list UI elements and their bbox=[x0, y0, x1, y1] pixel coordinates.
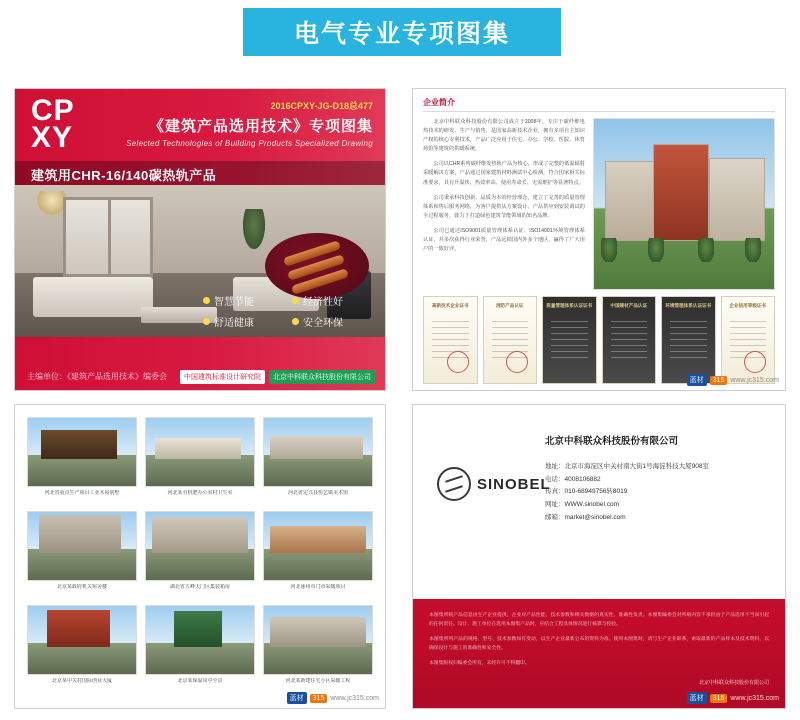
photo-ground bbox=[264, 455, 372, 486]
certificate-item bbox=[423, 296, 478, 384]
case-item bbox=[263, 511, 373, 597]
cover-header bbox=[15, 89, 385, 185]
intro-paragraph: 公司秉承科技创新、品质为本的经营理念，建立了完善的质量管理体系和售后服务网络，为客户提供从方案设计、产品供应到安装调试的全过程服务，致力于打造绿色建筑节能领域的知名品牌。 bbox=[423, 194, 585, 219]
intro-building-photo bbox=[593, 118, 775, 290]
certificate-item bbox=[542, 296, 597, 384]
contact-top bbox=[413, 405, 785, 601]
certificate-item bbox=[661, 296, 716, 384]
photo-building bbox=[39, 515, 121, 553]
case-photo bbox=[27, 511, 137, 581]
intro-body bbox=[413, 114, 785, 290]
contact-fax-row bbox=[545, 486, 769, 499]
certificate-title: 企业信用等级证书 bbox=[729, 303, 767, 308]
mail-label: 邮箱： bbox=[545, 513, 565, 521]
seal-icon bbox=[447, 351, 469, 373]
watermark-site: www.jc315.com bbox=[730, 376, 779, 384]
photo-ground bbox=[146, 549, 254, 580]
watermark-number: 315 bbox=[710, 694, 728, 703]
tree-icon bbox=[601, 238, 617, 262]
photo-ground bbox=[264, 549, 372, 580]
cover-code: 2016CPXY-JG-D18总477 bbox=[270, 101, 373, 111]
bullet-icon bbox=[203, 318, 210, 325]
certificate-title: 消防产品认证 bbox=[495, 303, 524, 308]
watermark-brand: 蓝材 bbox=[687, 374, 707, 386]
case-item bbox=[263, 417, 373, 503]
photo-sofa bbox=[33, 277, 153, 317]
photo-ground bbox=[28, 643, 136, 674]
photo-building bbox=[47, 610, 110, 647]
feature-item bbox=[292, 293, 371, 308]
certificate-item bbox=[483, 296, 538, 384]
feature-item bbox=[203, 314, 282, 329]
feature-label: 经济性好 bbox=[303, 297, 343, 308]
contact-details bbox=[545, 461, 769, 524]
cover-editor-label: 主编单位：《建筑产品选用技术》编委会 bbox=[27, 372, 167, 381]
case-photo bbox=[27, 605, 137, 675]
seal-icon bbox=[744, 351, 766, 373]
sinobel-wordmark: SINOBEL bbox=[477, 475, 551, 493]
case-photo bbox=[145, 605, 255, 675]
company-name: 北京中科联众科技股份有限公司 bbox=[545, 436, 679, 447]
certificate-body bbox=[551, 321, 588, 361]
cover-sub-title: Selected Technologies of Building Products Specialized Drawing bbox=[126, 139, 373, 148]
certificate-title: 高新技术企业证书 bbox=[431, 303, 469, 308]
panel-contact bbox=[412, 404, 786, 709]
case-item bbox=[263, 605, 373, 691]
case-photo bbox=[145, 511, 255, 581]
photo-building bbox=[41, 430, 117, 459]
publisher-badge-company: 北京中科联众科技股份有限公司 bbox=[269, 370, 375, 384]
certificate-body bbox=[611, 321, 648, 361]
certificate-item bbox=[721, 296, 776, 384]
photo-building bbox=[152, 517, 247, 552]
case-caption: 河北某新建住宅小区采暖工程 bbox=[285, 678, 351, 684]
case-caption: 河北省定兴县恒艺镇美术馆 bbox=[287, 490, 348, 496]
watermark-number: 315 bbox=[310, 694, 328, 703]
cover-product-name: 建筑用CHR-16/140碳热轨产品 bbox=[31, 168, 217, 183]
disclaimer-paragraph: 本图集所列产品的规格、型号、技术参数如有变动，以生产企业最新公布的资料为准。使用本图集时，请与生产企业联系，索取最新的产品样本及技术资料，以确保设计与施工的准确性和安全性。 bbox=[429, 637, 769, 652]
disclaimer-signature: 北京中科联众科技股份有限公司 bbox=[698, 679, 769, 686]
feature-label: 智慧节能 bbox=[214, 297, 254, 308]
watermark-site: www.jc315.com bbox=[730, 694, 779, 702]
photo-ground bbox=[264, 643, 372, 674]
plant-icon bbox=[243, 209, 265, 249]
watermark-brand: 蓝材 bbox=[287, 692, 307, 704]
certificate-title: 环境管理体系认证证书 bbox=[665, 303, 712, 308]
phone-label: 电话： bbox=[545, 475, 565, 483]
watermark-number: 315 bbox=[710, 376, 728, 385]
certificate-title: 中国建材产品认证 bbox=[610, 303, 648, 308]
case-photo bbox=[263, 417, 373, 487]
sinobel-logo bbox=[437, 467, 551, 501]
photo-building bbox=[270, 617, 365, 647]
case-item bbox=[27, 605, 137, 691]
intro-paragraph: 公司以CHR系列碳纤维发热轨产品为核心，形成了完整的低温辐射采暖解决方案，产品通过国家建筑材料测试中心检测，符合国家相关标准要求，具有升温快、热效率高、使用寿命长、无需维护等显著特点。 bbox=[423, 161, 585, 186]
photo-ground bbox=[146, 643, 254, 674]
case-caption: 河北某有机肥办公室村卫生室 bbox=[167, 490, 233, 496]
cover-editor-note bbox=[27, 371, 167, 382]
disclaimer-paragraph: 本图集版权归编委会所有，未经许可不得翻印。 bbox=[429, 661, 530, 667]
case-item bbox=[145, 511, 255, 597]
contact-address-row bbox=[545, 461, 769, 474]
tree-icon bbox=[745, 238, 761, 262]
intro-section-title: 企业简介 bbox=[423, 97, 775, 112]
case-caption: 湖北省五峰天门区集装箱房 bbox=[169, 584, 230, 590]
contact-mail-row bbox=[545, 512, 769, 525]
photo-building bbox=[155, 438, 241, 458]
feature-item bbox=[203, 293, 282, 308]
watermark bbox=[687, 692, 779, 704]
case-caption: 北京某保温岗亭全景 bbox=[177, 678, 223, 684]
certificate-body bbox=[670, 321, 707, 361]
feature-item bbox=[292, 314, 371, 329]
building-left bbox=[605, 161, 654, 241]
case-caption: 河北涿州市门市采暖项目 bbox=[290, 584, 346, 590]
case-caption: 北京某政府机关宿舍楼 bbox=[56, 584, 107, 590]
page-title-banner bbox=[243, 8, 561, 56]
case-photo bbox=[145, 417, 255, 487]
watermark-site: www.jc315.com bbox=[330, 694, 379, 702]
watermark bbox=[687, 374, 779, 386]
case-photo bbox=[27, 417, 137, 487]
case-caption: 北京某中关村国际创业大厦 bbox=[51, 678, 112, 684]
certificate-title: 质量管理体系认证证书 bbox=[546, 303, 593, 308]
contact-web-row bbox=[545, 499, 769, 512]
fax-value: 010-68949756转8019 bbox=[564, 488, 628, 496]
case-photo bbox=[263, 511, 373, 581]
mail-value[interactable]: market@sinobel.com bbox=[564, 513, 626, 521]
address-value: 北京市海淀区中关村南大街1号海淀科技大厦908室 bbox=[564, 463, 709, 470]
photo-ground bbox=[146, 455, 254, 486]
photo-building bbox=[270, 526, 365, 553]
watermark-brand: 蓝材 bbox=[687, 692, 707, 704]
contact-phone-row bbox=[545, 474, 769, 487]
page-title: 电气专业专项图集 bbox=[293, 19, 510, 48]
phone-value: 4008106882 bbox=[564, 475, 601, 483]
cover-main-title: 《建筑产品选用技术》专项图集 bbox=[148, 118, 373, 135]
watermark bbox=[287, 692, 379, 704]
bullet-icon bbox=[292, 318, 299, 325]
case-item bbox=[27, 417, 137, 503]
case-item bbox=[27, 511, 137, 597]
seal-icon bbox=[506, 351, 528, 373]
case-photo-grid bbox=[15, 405, 385, 691]
sinobel-mark-icon bbox=[437, 467, 471, 501]
building-center bbox=[653, 144, 709, 241]
intro-text-block bbox=[423, 118, 585, 290]
address-label: 地址： bbox=[545, 463, 565, 470]
certificate-item bbox=[602, 296, 657, 384]
bullet-icon bbox=[203, 297, 210, 304]
feature-label: 舒适健康 bbox=[214, 318, 254, 329]
case-photo bbox=[263, 605, 373, 675]
cover-feature-list bbox=[203, 293, 371, 329]
fax-label: 传真： bbox=[545, 488, 565, 496]
disclaimer-paragraph: 本图集所载产品信息由生产企业提供，企业对产品性能、技术参数和相关数据的真实性、准确性负责。本图集编委会对所载内容不承担由于产品选用不当而引起的任何责任。设计、施工单位在选用本图集产品时，应结合工程具体情况进行核算与校验。 bbox=[429, 613, 769, 628]
photo-ground bbox=[28, 549, 136, 580]
case-caption: 河北省重点生产项目工业木屋别墅 bbox=[44, 490, 120, 496]
panel-project-cases bbox=[14, 404, 386, 709]
photo-building bbox=[270, 436, 363, 459]
web-value[interactable]: WWW.sinobel.com bbox=[564, 501, 620, 509]
photo-building bbox=[174, 611, 222, 646]
cover-publisher-badges bbox=[180, 370, 375, 384]
tree-icon bbox=[698, 238, 714, 262]
panel-company-intro bbox=[412, 88, 786, 391]
panel-cover bbox=[14, 88, 386, 391]
case-item bbox=[145, 605, 255, 691]
carbon-rod-illustration bbox=[265, 233, 369, 299]
building-right bbox=[709, 158, 765, 242]
publisher-badge-standard: 中国建筑标准设计研究院 bbox=[180, 370, 265, 384]
case-item bbox=[145, 417, 255, 503]
intro-paragraph: 公司已通过ISO9001质量管理体系认证、ISO14001环境管理体系认证，并多次获得行业荣誉，产品远销国内外多个地区，赢得了广大用户的一致好评。 bbox=[423, 227, 585, 253]
tree-icon bbox=[648, 238, 664, 262]
photo-window bbox=[63, 197, 153, 277]
intro-paragraph: 北京中科联众科技股份有限公司成立于2008年，专注于碳纤维电热技术的研发、生产与销售，是国家高新技术企业，拥有多项自主知识产权的核心专利技术，产品广泛应用于住宅、办公、学校、医院、体育场馆等建筑的供暖系统。 bbox=[423, 119, 585, 153]
feature-label: 安全环保 bbox=[303, 318, 343, 329]
web-label: 网址： bbox=[545, 501, 565, 509]
cover-footer bbox=[15, 297, 385, 390]
cpxy-logo: CP XY bbox=[31, 94, 75, 154]
photo-ground bbox=[28, 455, 136, 486]
bullet-icon bbox=[292, 297, 299, 304]
